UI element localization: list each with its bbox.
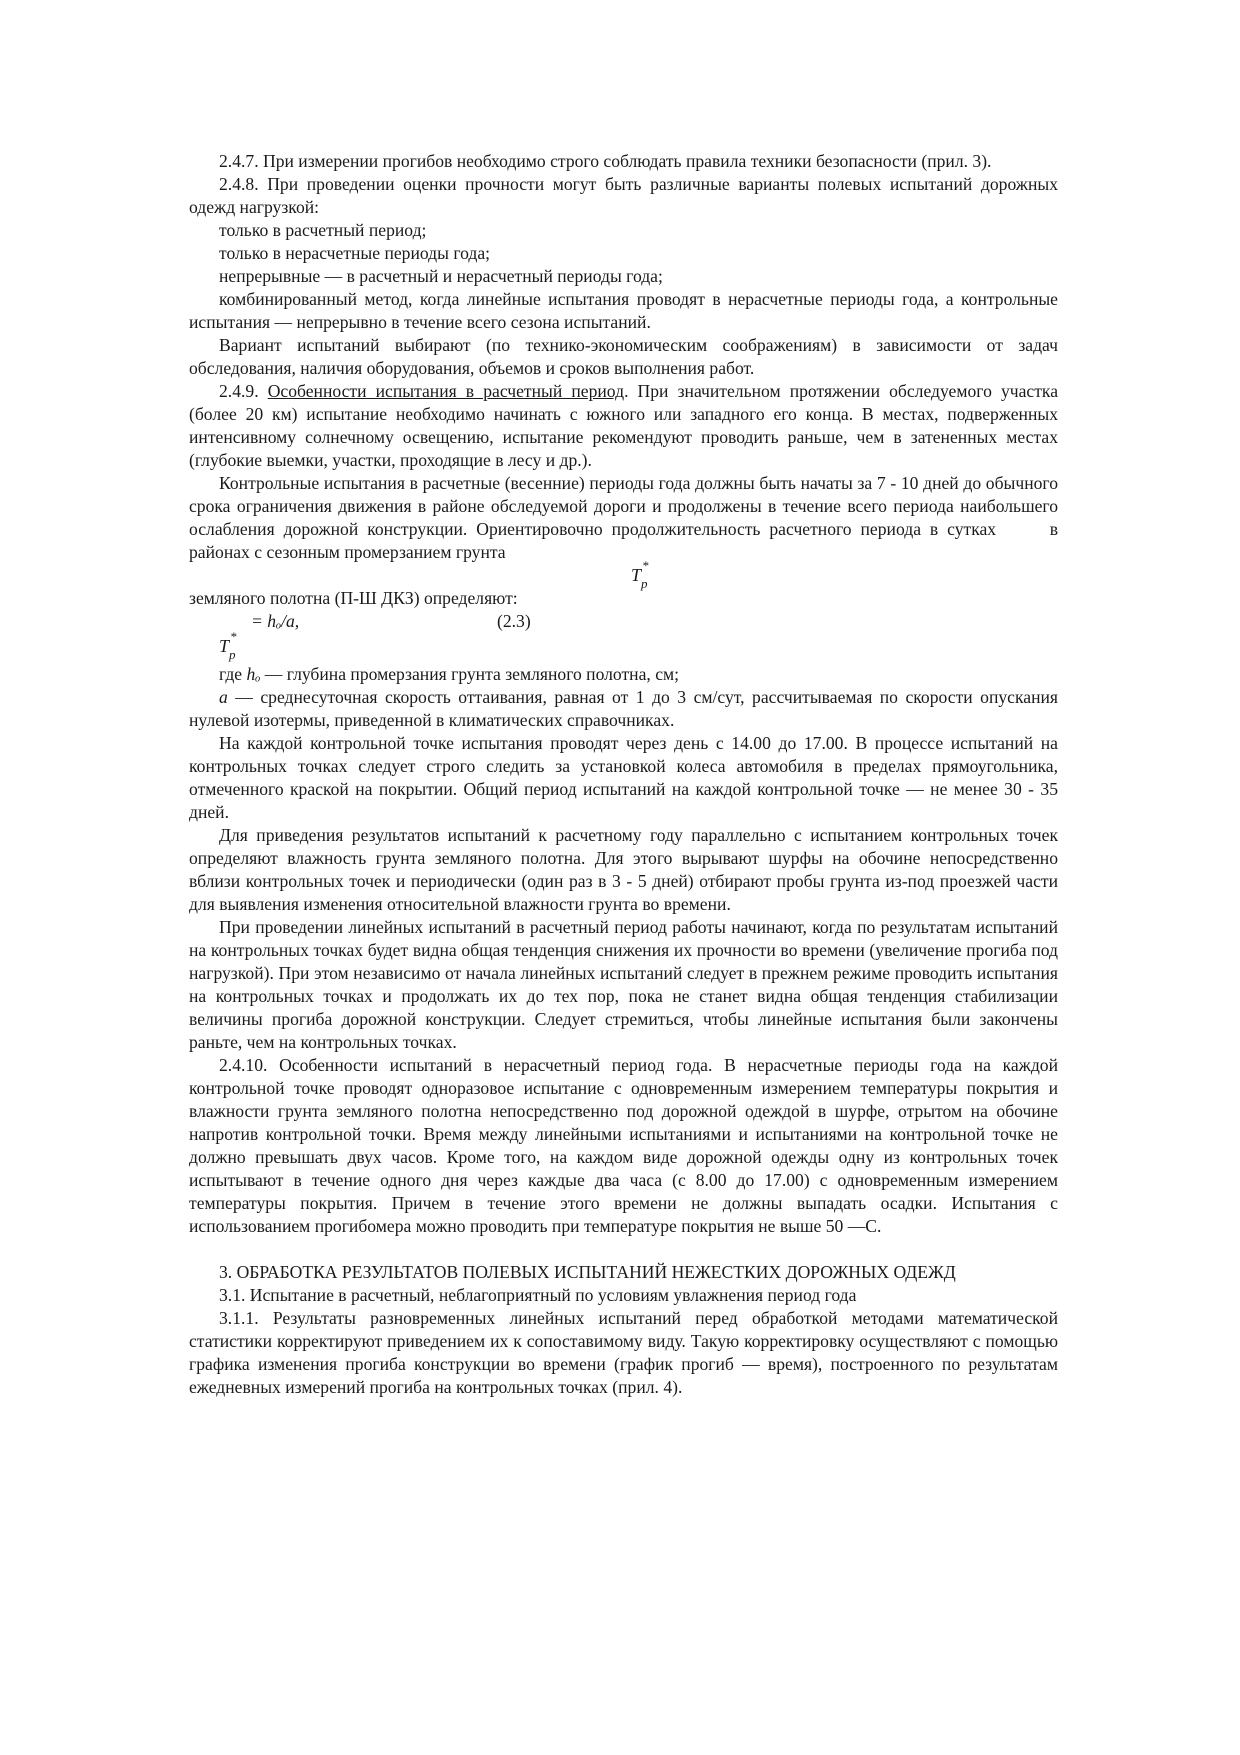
spacer <box>189 1238 1058 1261</box>
variable-h: hₒ <box>246 664 261 684</box>
document-page <box>189 150 1058 1399</box>
paragraph-reduction: Для приведения результатов испытаний к расчетному году параллельно с испытанием контрольных точек определяют влажность грунта земляного полотна. Для этого вырывают шурфы на обочине непосредственно вблизи контрольных точек и периодически (один раз в 3 - 5 дней) отбирают пробы грунта из-под проезжей части для выявления изменения относительной влажности грунта во времени. <box>189 825 1058 914</box>
variable-a: a <box>219 687 228 707</box>
formula-symbol-tp <box>219 629 237 664</box>
paragraph-2-4-8: 2.4.8. При проведении оценки прочности могут быть различные варианты полевых испытаний дорожных одежд нагрузкой: <box>189 174 1058 217</box>
paragraph-text: . При значительном протяжении обследуемого участка (более 20 км) испытание необходимо начинать с южного или западного его конца. В местах, подверженных интенсивному солнечному освещению, испытание рекомендуют проводить раньше, чем в затененных местах (глубокие выемки, участки, проходящие в лесу и др.). <box>189 381 1059 470</box>
symbol-subscript: p <box>229 646 236 662</box>
symbol-superscript: * <box>230 629 237 644</box>
paragraph-3-1-1: 3.1.1. Результаты разновременных линейных испытаний перед обработкой методами математической статистики корректируют приведением их к сопоставимому виду. Такую корректировку осуществляют с помощью графика изменения прогиба конструкции во времени (график прогиб — время), построенного по результатам ежедневных измерений прогиба на контрольных точках (прил. 4). <box>189 1308 1058 1397</box>
where-label: где <box>219 664 243 684</box>
paragraph-2-4-9 <box>189 380 1058 472</box>
formula-row <box>189 610 1058 633</box>
formula-symbol-row <box>189 558 1058 591</box>
paragraph-each-point: На каждой контрольной точке испытания проводят через день с 14.00 до 17.00. В процессе испытаний на контрольных точках следует строго следить за установкой колеса автомобиля в пределах прямоугольника, отмеченного краской на покрытии. Общий период испытаний на каждой контрольной точке — не менее 30 - 35 дней. <box>189 733 1058 822</box>
section-heading: Особенности испытания в расчетный период <box>267 381 625 401</box>
symbol-t: T <box>631 565 642 585</box>
section-3-heading: 3. ОБРАБОТКА РЕЗУЛЬТАТОВ ПОЛЕВЫХ ИСПЫТАНИЙ НЕЖЕСТКИХ ДОРОЖНЫХ ОДЕЖД <box>219 1262 956 1282</box>
list-item: только в расчетный период; <box>219 220 427 240</box>
paragraph-text-tail: в районах с сезонным промерзанием грунта <box>189 519 1058 562</box>
formula-symbol-tp <box>631 558 649 593</box>
formula-expression: = hₒ/a, <box>251 611 300 631</box>
definition-text: — глубина промерзания грунта земляного полотна, см; <box>264 664 680 684</box>
paragraph-3-1: 3.1. Испытание в расчетный, неблагоприятный по условиям увлажнения период года <box>219 1285 857 1305</box>
paragraph-2-4-7: 2.4.7. При измерении прогибов необходимо строго соблюдать правила техники безопасности (прил. 3). <box>219 151 992 171</box>
paragraph-soil: земляного полотна (П-Ш ДКЗ) определяют: <box>189 588 518 608</box>
formula-symbol-row <box>189 629 1058 663</box>
formula-number: (2.3) <box>497 611 531 631</box>
definition-a <box>189 686 1058 732</box>
paragraph-control-tests <box>189 472 1058 564</box>
symbol-t: T <box>219 636 230 656</box>
definition-h <box>189 663 1058 686</box>
paragraph-linear-tests: При проведении линейных испытаний в расчетный период работы начинают, когда по результатам испытаний на контрольных точках будет видна общая тенденция снижения их прочности во времени (увеличение прогиба под нагрузкой). При этом независимо от начала линейных испытаний следует в прежнем режиме проводить испытания на контрольных точках и продолжать их до тех пор, пока не станет видна общая тенденция стабилизации величины прогиба дорожной конструкции. Следует стремиться, чтобы линейные испытания были закончены раньте, чем на контрольных точках. <box>189 917 1058 1052</box>
section-number: 2.4.9. <box>219 381 259 401</box>
paragraph-text: Контрольные испытания в расчетные (весенние) периоды года должны быть начаты за 7 - 10 дней до обычного срока ограничения движения в районе обследуемой дороги и продолжены в течение всего периода наибольшего ослабления дорожной конструкции. Ориентировочно продолжительность расчетного периода в сутках <box>189 473 1058 539</box>
list-item: непрерывные — в расчетный и нерасчетный периоды года; <box>219 266 663 286</box>
paragraph-2-4-10: 2.4.10. Особенности испытаний в нерасчетный период года. В нерасчетные периоды года на каждой контрольной точке проводят одноразовое испытание с одновременным измерением температуры покрытия и влажности грунта земляного полотна непосредственно под дорожной одеждой в шурфе, отрытом на обочине напротив контрольной точки. Время между линейными испытаниями и испытаниями на контрольной точке не должно превышать двух часов. Кроме того, на каждом виде дорожной одежды одну из контрольных точек испытывают в течение одного дня через каждые два часа (с 8.00 до 17.00) с одновременным измерением температуры покрытия. Причем в течение этого времени не должны выпадать осадки. Испытания с использованием прогибомера можно проводить при температуре покрытия не выше 50 —С. <box>189 1055 1058 1236</box>
symbol-superscript: * <box>642 558 649 573</box>
list-item: комбинированный метод, когда линейные испытания проводят в нерасчетные периоды года, а контрольные испытания — непрерывно в течение всего сезона испытаний. <box>189 289 1058 332</box>
definition-text: — среднесуточная скорость оттаивания, равная от 1 до 3 см/сут, рассчитываемая по скорости опускания нулевой изотермы, приведенной в климатических справочниках. <box>189 687 1058 730</box>
symbol-subscript: p <box>641 575 648 591</box>
paragraph-variant: Вариант испытаний выбирают (по технико-экономическим соображениям) в зависимости от задач обследования, наличия оборудования, объемов и сроков выполнения работ. <box>189 335 1058 378</box>
list-item: только в нерасчетные периоды года; <box>219 243 491 263</box>
